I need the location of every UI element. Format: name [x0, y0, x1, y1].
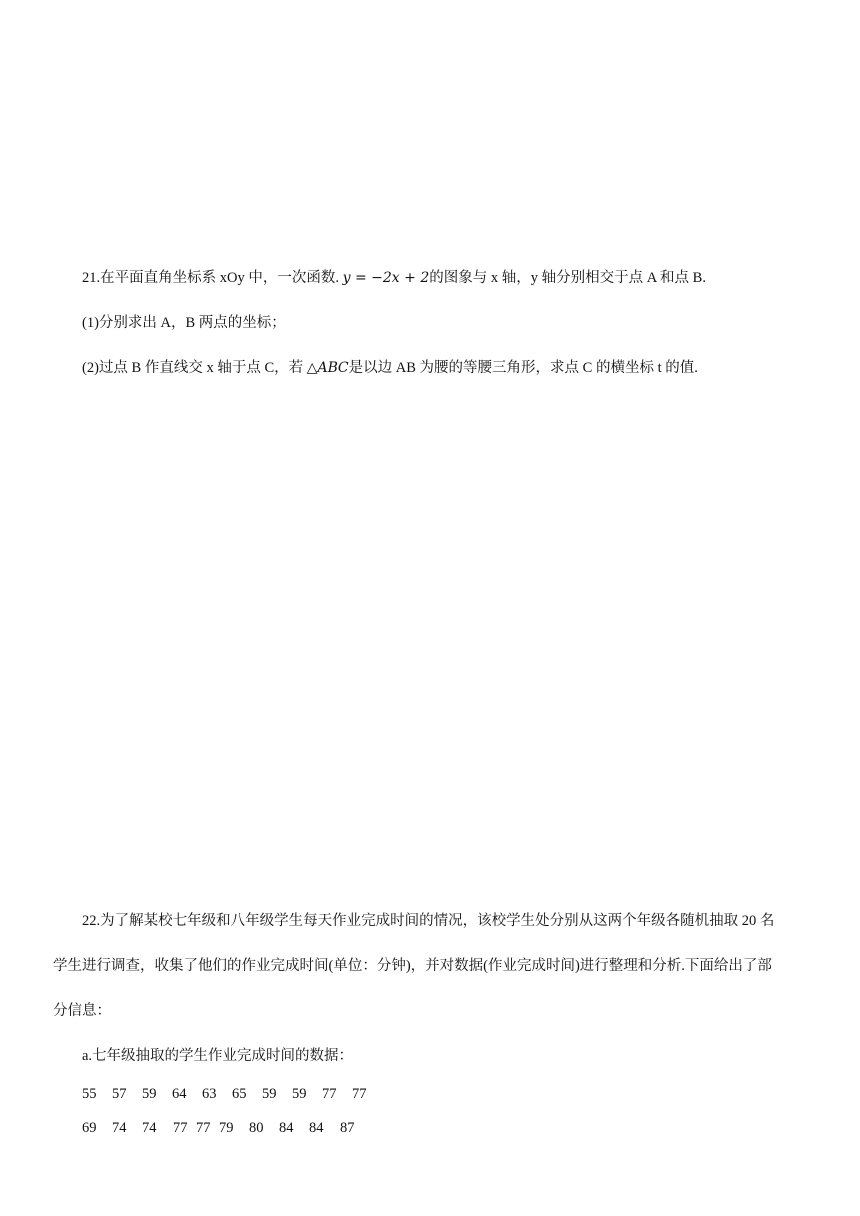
- data-value: 57: [112, 1086, 127, 1102]
- data-value: 77: [352, 1086, 367, 1102]
- data-value: 59: [142, 1086, 157, 1102]
- data-value: 59: [292, 1086, 307, 1102]
- q21-part-2-text-b: 是以边 AB 为腰的等腰三角形，求点 C 的横坐标 t 的值.: [348, 360, 698, 376]
- data-value: 64: [172, 1086, 187, 1102]
- q21-triangle: △𝐴𝐵𝐶: [306, 360, 349, 376]
- data-value: 77: [196, 1120, 211, 1136]
- q22-line-1: 22.为了解某校七年级和八年级学生每天作业完成时间的情况，该校学生处分别从这两个年级各随机抽取 20 名: [82, 913, 775, 929]
- data-value: 65: [232, 1086, 247, 1102]
- q21-part-2: [82, 358, 698, 378]
- data-value: 84: [279, 1120, 294, 1136]
- data-value: 77: [173, 1120, 188, 1136]
- data-value: 74: [142, 1120, 157, 1136]
- q22-line-2: 学生进行调查，收集了他们的作业完成时间(单位：分钟)，并对数据(作业完成时间)进行整理和分析.下面给出了部: [53, 958, 772, 974]
- q21-stem: [82, 268, 706, 288]
- data-value: 63: [202, 1086, 217, 1102]
- data-value: 79: [219, 1120, 234, 1136]
- q21-formula: 𝑦 = −2𝑥 + 2: [342, 270, 430, 286]
- data-value: 59: [262, 1086, 277, 1102]
- q21-part-2-text-a: (2)过点 B 作直线交 x 轴于点 C，若: [82, 360, 307, 376]
- q21-stem-text-a: 21.在平面直角坐标系 xOy 中，一次函数.: [82, 270, 339, 286]
- data-value: 77: [322, 1086, 337, 1102]
- q21-part-1: (1)分别求出 A，B 两点的坐标；: [82, 315, 286, 331]
- data-value: 87: [340, 1120, 355, 1136]
- data-value: 69: [82, 1120, 97, 1136]
- data-value: 55: [82, 1086, 97, 1102]
- data-value: 84: [309, 1120, 324, 1136]
- data-value: 80: [249, 1120, 264, 1136]
- q22-line-3: 分信息：: [53, 1003, 111, 1019]
- q21-stem-text-b: 的图象与 x 轴，y 轴分别相交于点 A 和点 B.: [429, 270, 706, 286]
- data-value: 74: [112, 1120, 127, 1136]
- q22-sub-a: a.七年级抽取的学生作业完成时间的数据：: [82, 1048, 354, 1064]
